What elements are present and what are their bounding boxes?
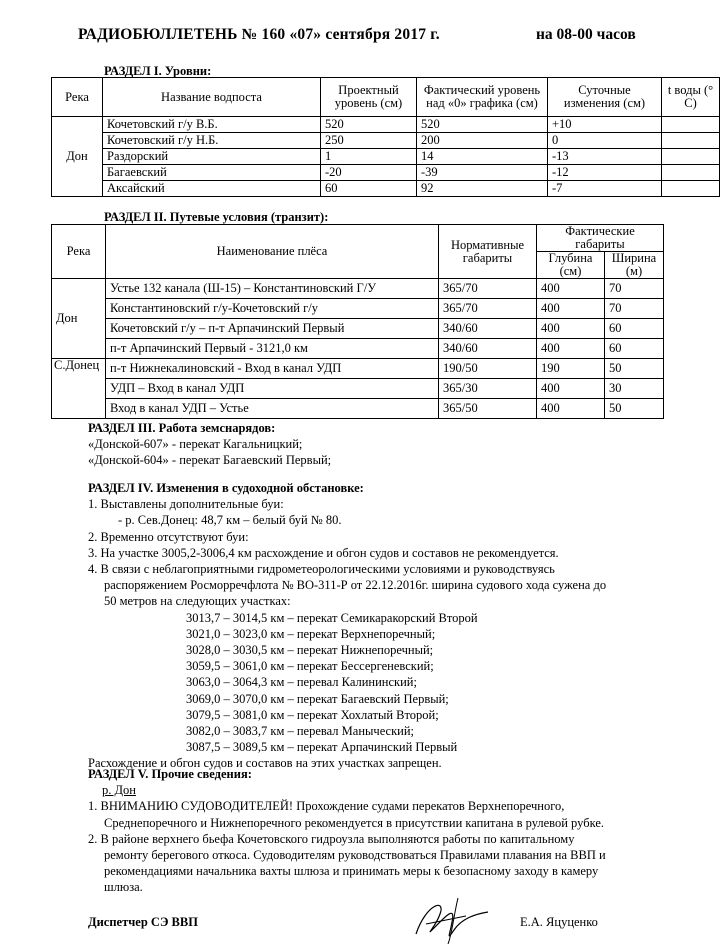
stretch-item: 3082,0 – 3083,7 км – перевал Маныческий; bbox=[186, 724, 415, 739]
section5-title: РАЗДЕЛ V. Прочие сведения: bbox=[88, 767, 252, 781]
levels-cell: +10 bbox=[548, 117, 662, 133]
section4-title: РАЗДЕЛ IV. Изменения в судоходной обстановке: bbox=[88, 481, 364, 495]
table-row bbox=[52, 399, 664, 419]
transit-header-norm: Нормативные габариты bbox=[439, 225, 537, 279]
table-row bbox=[52, 379, 664, 399]
levels-cell: -39 bbox=[417, 165, 548, 181]
transit-cell: Вход в канал УДП – Устье bbox=[106, 399, 439, 419]
transit-cell: п-т Арпачинский Первый - 3121,0 км bbox=[106, 339, 439, 359]
section5-paragraph-cont: рекомендациями начальника вахты шлюза и принимать меры к безопасному заходу в камеру bbox=[104, 864, 599, 879]
table-row bbox=[52, 359, 664, 379]
table-row bbox=[52, 181, 720, 197]
transit-cell: 50 bbox=[605, 399, 664, 419]
section4-item: 1. Выставлены дополнительные буи: bbox=[88, 497, 284, 512]
levels-cell: -13 bbox=[548, 149, 662, 165]
transit-cell: 400 bbox=[537, 399, 605, 419]
table-row bbox=[52, 299, 664, 319]
section5-paragraph-cont: ремонту берегового откоса. Судоводителям руководствоваться Правилами плавания на ВВП и bbox=[104, 848, 606, 863]
table-row bbox=[52, 279, 664, 299]
stretch-item: 3021,0 – 3023,0 км – перекат Верхнепоречный; bbox=[186, 626, 436, 641]
section3 bbox=[88, 420, 331, 469]
section3-line: «Донской-604» - перекат Багаевский Первый; bbox=[88, 453, 332, 468]
stretch-item: 3063,0 – 3064,3 км – перевал Калининский; bbox=[186, 675, 417, 690]
transit-cell: 60 bbox=[605, 319, 664, 339]
table-row bbox=[52, 319, 664, 339]
transit-cell: 70 bbox=[605, 279, 664, 299]
transit-cell: 190 bbox=[537, 359, 605, 379]
transit-cell: 365/70 bbox=[439, 279, 537, 299]
table-row bbox=[52, 339, 664, 359]
transit-cell: 365/50 bbox=[439, 399, 537, 419]
section4-closing: Расхождение и обгон судов и составов на этих участках запрещен. bbox=[88, 756, 442, 771]
transit-header-river: Река bbox=[52, 225, 106, 279]
transit-cell: 400 bbox=[537, 379, 605, 399]
levels-header-actual: Фактический уровень над «0» графика (см) bbox=[417, 78, 548, 117]
levels-cell: 0 bbox=[548, 133, 662, 149]
levels-cell: Аксайский bbox=[103, 181, 321, 197]
bulletin-time: на 08-00 часов bbox=[536, 26, 636, 43]
stretch-item: 3059,5 – 3061,0 км – перекат Бессергеневский; bbox=[186, 659, 434, 674]
transit-cell: 190/50 bbox=[439, 359, 537, 379]
section5-paragraph: 2. В районе верхнего бьефа Кочетовского гидроузла выполняются работы по капитальному bbox=[88, 831, 575, 846]
stretch-item: 3079,5 – 3081,0 км – перекат Хохлатый Второй; bbox=[186, 707, 439, 722]
transit-cell: 400 bbox=[537, 299, 605, 319]
levels-cell: 250 bbox=[321, 133, 417, 149]
levels-header-row bbox=[52, 78, 720, 117]
levels-river: Дон bbox=[52, 117, 103, 197]
levels-cell bbox=[662, 181, 720, 197]
transit-cell: 60 bbox=[605, 339, 664, 359]
stretch-item: 3028,0 – 3030,5 км – перекат Нижнепоречный; bbox=[186, 643, 434, 658]
section4-item-cont: 50 метров на следующих участках: bbox=[104, 594, 291, 609]
transit-header-width: Ширина (м) bbox=[605, 252, 664, 279]
transit-cell: 340/60 bbox=[439, 339, 537, 359]
levels-cell bbox=[662, 149, 720, 165]
transit-cell: УДП – Вход в канал УДП bbox=[106, 379, 439, 399]
signer-name: Е.А. Яцуценко bbox=[520, 915, 598, 929]
transit-cell: 340/60 bbox=[439, 319, 537, 339]
section4-item-cont: распоряжением Росморречфлота № ВО-311-Р от 22.12.2016г. ширина судового хода сужена до bbox=[104, 578, 607, 593]
transit-table bbox=[51, 224, 664, 419]
signature bbox=[396, 894, 506, 946]
section3-title: РАЗДЕЛ III. Работа земснарядов: bbox=[88, 421, 276, 435]
levels-table bbox=[51, 77, 720, 197]
stretch-item: 3069,0 – 3070,0 км – перекат Багаевский Первый; bbox=[186, 691, 449, 706]
stretch-item: 3013,7 – 3014,5 км – перекат Семикаракорский Второй bbox=[186, 610, 478, 625]
section4-item: 3. На участке 3005,2-3006,4 км расхождение и обгон судов и составов не рекомендуется. bbox=[88, 545, 559, 560]
stretch-item: 3087,5 – 3089,5 км – перекат Арпачинский Первый bbox=[186, 740, 458, 755]
table-row bbox=[52, 149, 720, 165]
transit-header-row bbox=[52, 225, 664, 252]
table-row bbox=[52, 165, 720, 181]
levels-cell: 200 bbox=[417, 133, 548, 149]
transit-header-depth: Глубина (см) bbox=[537, 252, 605, 279]
levels-header-change: Суточные изменения (см) bbox=[548, 78, 662, 117]
section5-paragraph: 1. ВНИМАНИЮ СУДОВОДИТЕЛЕЙ! Прохождение судами перекатов Верхнепоречного, bbox=[88, 799, 565, 814]
dispatcher-label: Диспетчер СЭ ВВП bbox=[88, 915, 198, 929]
levels-cell: -12 bbox=[548, 165, 662, 181]
stretch-list bbox=[88, 610, 606, 756]
section2-title: РАЗДЕЛ II. Путевые условия (транзит): bbox=[104, 210, 329, 224]
levels-cell bbox=[662, 117, 720, 133]
levels-cell: 14 bbox=[417, 149, 548, 165]
transit-cell: Константиновский г/у-Кочетовский г/у bbox=[106, 299, 439, 319]
levels-cell: 92 bbox=[417, 181, 548, 197]
section4 bbox=[88, 480, 606, 772]
section1-title: РАЗДЕЛ I. Уровни: bbox=[104, 64, 212, 78]
levels-cell: 60 bbox=[321, 181, 417, 197]
transit-cell: 400 bbox=[537, 339, 605, 359]
section5-paragraph-cont: Среднепоречного и Нижнепоречного рекомендуется в присутствии капитана в рулевой рубке. bbox=[104, 815, 605, 830]
transit-river-donets: С.Донец bbox=[52, 359, 106, 419]
levels-cell: -7 bbox=[548, 181, 662, 197]
levels-header-post: Название водпоста bbox=[103, 78, 321, 117]
transit-cell: 365/30 bbox=[439, 379, 537, 399]
levels-cell: 1 bbox=[321, 149, 417, 165]
levels-cell: 520 bbox=[417, 117, 548, 133]
levels-cell bbox=[662, 133, 720, 149]
levels-header-river: Река bbox=[52, 78, 103, 117]
transit-river-don: Дон bbox=[52, 279, 106, 359]
levels-header-temp: t воды (° С) bbox=[662, 78, 720, 117]
transit-cell: Кочетовский г/у – п-т Арпачинский Первый bbox=[106, 319, 439, 339]
section4-item: 2. Временно отсутствуют буи: bbox=[88, 529, 249, 544]
levels-cell: Кочетовский г/у Н.Б. bbox=[103, 133, 321, 149]
section5-river: р. Дон bbox=[102, 783, 136, 798]
transit-cell: 400 bbox=[537, 279, 605, 299]
transit-cell: п-т Нижнекалиновский - Вход в канал УДП bbox=[106, 359, 439, 379]
transit-cell: 400 bbox=[537, 319, 605, 339]
levels-cell: -20 bbox=[321, 165, 417, 181]
section5-paragraph-cont: шлюза. bbox=[104, 880, 143, 895]
transit-cell: 50 bbox=[605, 359, 664, 379]
transit-header-actual: Фактические габариты bbox=[537, 225, 664, 252]
section3-line: «Донской-607» - перекат Кагальницкий; bbox=[88, 437, 303, 452]
levels-cell: 520 bbox=[321, 117, 417, 133]
transit-cell: 30 bbox=[605, 379, 664, 399]
section4-subitem: - р. Сев.Донец: 48,7 км – белый буй № 80. bbox=[118, 513, 342, 528]
transit-cell: Устье 132 канала (Ш-15) – Константиновский Г/У bbox=[106, 279, 439, 299]
levels-cell: Багаевский bbox=[103, 165, 321, 181]
section4-item: 4. В связи с неблагоприятными гидрометеорологическими условиями и руководствуясь bbox=[88, 562, 555, 577]
transit-cell: 365/70 bbox=[439, 299, 537, 319]
levels-header-design: Проектный уровень (см) bbox=[321, 78, 417, 117]
table-row bbox=[52, 133, 720, 149]
section5 bbox=[88, 766, 606, 896]
bulletin-title: РАДИОБЮЛЛЕТЕНЬ № 160 «07» сентября 2017 г. bbox=[78, 26, 440, 43]
levels-cell: Раздорский bbox=[103, 149, 321, 165]
transit-cell: 70 bbox=[605, 299, 664, 319]
table-row bbox=[52, 117, 720, 133]
transit-header-reach: Наименование плёса bbox=[106, 225, 439, 279]
levels-cell: Кочетовский г/у В.Б. bbox=[103, 117, 321, 133]
levels-cell bbox=[662, 165, 720, 181]
